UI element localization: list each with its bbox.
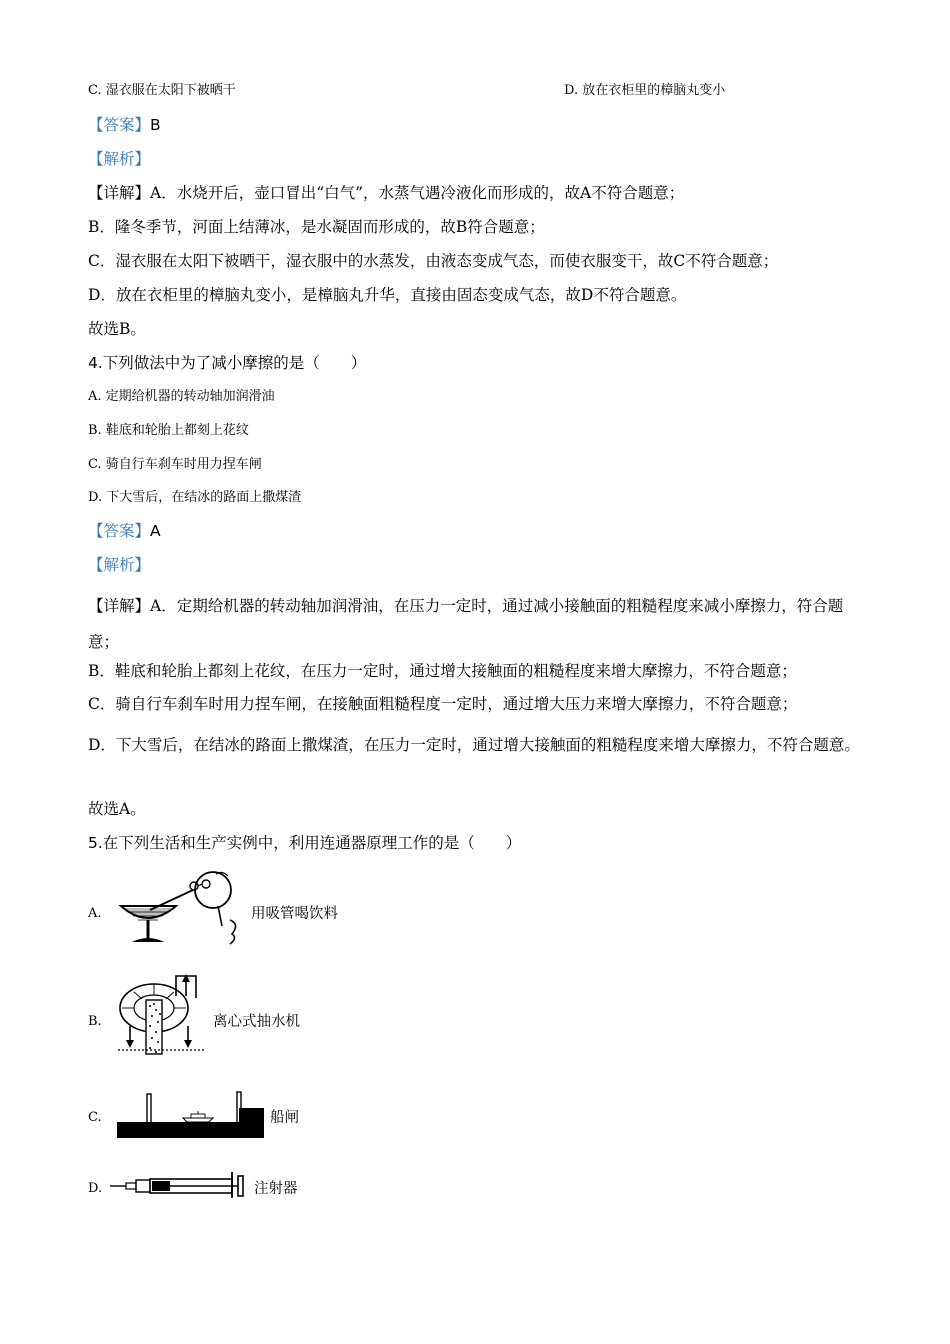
- q3-option-c: [88, 80, 726, 102]
- answer-value: B: [150, 116, 161, 134]
- q4-option-b: B. 鞋底和轮胎上都刻上花纹: [88, 423, 249, 438]
- q4-option-a: A. 定期给机器的转动轴加润滑油: [88, 389, 275, 404]
- syringe-illustration: [110, 1170, 250, 1200]
- q5-stem: [88, 832, 521, 854]
- q4-detail-a: [88, 588, 868, 660]
- detail-text: A．定期给机器的转动轴加润滑油，在压力一定时，通过减小接触面的粗糙程度来减小摩擦力，符合题意；: [88, 597, 844, 651]
- detail-label: 【详解】: [88, 597, 151, 615]
- q5-option-b-caption: 离心式抽水机: [213, 1014, 300, 1030]
- detail-label: 【详解】: [88, 184, 151, 202]
- q4-detail-c: C．骑自行车刹车时用力捏车闸，在接触面粗糙程度一定时，通过增大压力来增大摩擦力，不符合题意；: [88, 695, 798, 713]
- q3-conclusion: 故选B。: [88, 320, 146, 338]
- q3-detail-d: D．放在衣柜里的樟脑丸变小，是樟脑丸升华，直接由固态变成气态，故D不符合题意。: [88, 286, 687, 304]
- answer-value: A: [150, 522, 161, 540]
- q4-stem: [88, 352, 366, 374]
- q5-option-a-letter: A.: [88, 906, 102, 921]
- q3-detail-b: B．隆冬季节，河面上结薄冰，是水凝固而形成的，故B符合题意；: [88, 218, 545, 236]
- answer-label: 【答案】: [88, 522, 151, 540]
- ship-lock-illustration: [117, 1090, 267, 1140]
- q4-analysis-label: 【解析】: [88, 556, 151, 574]
- answer-label: 【答案】: [88, 116, 151, 134]
- question-text: 在下列生活和生产实例中，利用连通器原理工作的是（ ）: [102, 834, 522, 852]
- q5-option-d-caption: 注射器: [254, 1181, 298, 1197]
- q4-answer: [88, 520, 161, 542]
- q3-detail-a: [88, 182, 684, 204]
- q4-detail-d: D．下大雪后，在结冰的路面上撒煤渣，在压力一定时，通过增大接触面的粗糙程度来增大摩擦力，不符合题意。: [88, 736, 860, 754]
- q3-analysis-label: 【解析】: [88, 150, 151, 168]
- q5-option-b-letter: B.: [88, 1014, 102, 1029]
- q5-option-c-letter: C.: [88, 1110, 102, 1125]
- detail-text: A．水烧开后，壶口冒出“白气”，水蒸气遇冷液化而形成的，故A不符合题意；: [150, 184, 685, 202]
- q3-option-d: D. 放在衣柜里的樟脑丸变小: [564, 83, 726, 98]
- q3-answer: [88, 114, 161, 136]
- question-text: 下列做法中为了减小摩擦的是（ ）: [102, 354, 367, 372]
- q4-conclusion: 故选A。: [88, 800, 146, 818]
- q4-option-d: D. 下大雪后，在结冰的路面上撒煤渣: [88, 490, 302, 505]
- q4-detail-b: B．鞋底和轮胎上都刻上花纹，在压力一定时，通过增大接触面的粗糙程度来增大摩擦力，不符合题意；: [88, 662, 797, 680]
- question-number: 5.: [88, 834, 103, 852]
- q3-option-c-text: C. 湿衣服在太阳下被晒干: [88, 83, 236, 98]
- q3-detail-c: C．湿衣服在太阳下被晒干，湿衣服中的水蒸发，由液态变成气态，而使衣服变干，故C不符合题意；: [88, 252, 779, 270]
- question-number: 4.: [88, 354, 103, 372]
- q4-option-c: C. 骑自行车刹车时用力捏车闸: [88, 457, 262, 472]
- q5-option-a-caption: 用吸管喝饮料: [251, 906, 338, 922]
- q5-option-c-caption: 船闸: [270, 1110, 299, 1126]
- straw-drinking-illustration: [118, 868, 248, 948]
- centrifugal-pump-illustration: [116, 970, 208, 1056]
- q5-option-d-letter: D.: [88, 1181, 103, 1196]
